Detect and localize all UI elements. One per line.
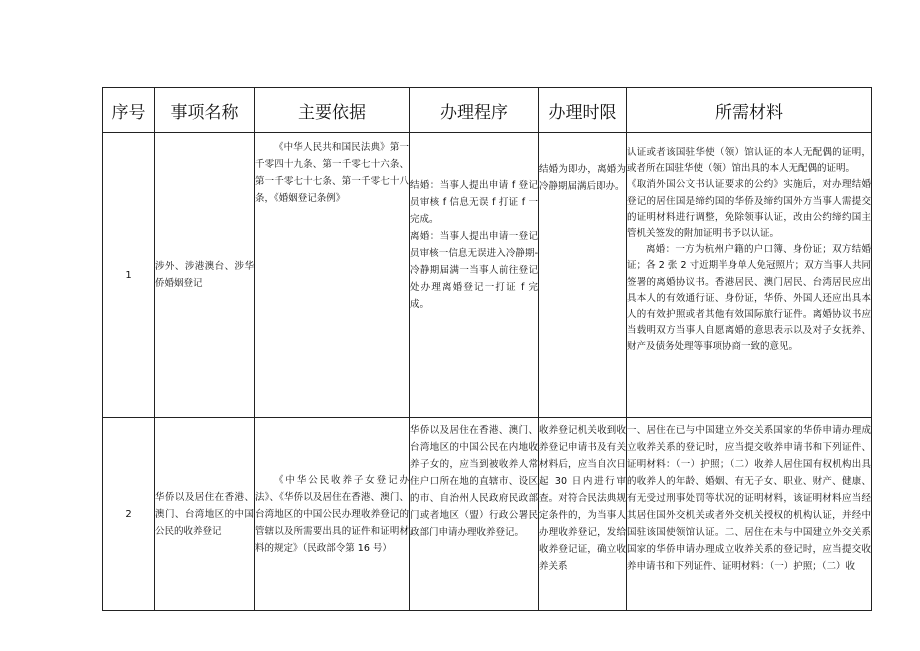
procedure-marriage: 结婚：当事人提出申请 f 登记员审核 f 信息无误 f 打证 f 一完成。	[410, 180, 538, 225]
header-num: 序号	[103, 88, 155, 133]
table-row	[103, 133, 872, 418]
header-row	[103, 88, 872, 133]
row-num: 1	[103, 133, 155, 418]
row-materials: 一、居住在已与中国建立外交关系国家的华侨申请办理成立收养关系的登记时，应当提交收养申请书和下列证件、证明材料：（一）护照；（二）收养人居住国有权机构出具的收养人的年龄、婚姻、有无子女、职业、财产、健康、有无受过刑事处罚等状况的证明材料，该证明材料应当经其居住国外交机关或者外交机关授权的机构认证，并经中国驻该国使领馆认证。二、居住在未与中国建立外交关系国家的华侨申请办理成立收养关系的登记时，应当提交收养申请书和下列证件、证明材料：（一）护照；（二）收	[627, 418, 872, 611]
row-basis: 《中华公民收养子女登记办法》、《华侨以及居住在香港、澳门、台湾地区的中国公民办理收养登记的管辖以及所需要出具的证件和证明材料的规定》（民政部令第 16 号）	[255, 418, 410, 611]
row-num: 2	[103, 418, 155, 611]
materials-para: 离婚：一方为杭州户籍的户口簿、身份证；双方结婚证；各 2 张 2 寸近期半身单人免冠照片；双方当事人共同签署的离婚协议书。香港居民、澳门居民、台湾居民应出具本人的有效通行证、身份证，华侨、外国人还应出具本人的有效护照或者其他有效国际旅行证件。离婚协议书应当载明双方当事人自愿离婚的意思表示以及对子女抚养、财产及债务处理等事项协商一致的意见。	[627, 244, 871, 353]
header-name: 事项名称	[155, 88, 255, 133]
row-time-limit: 结婚为即办，离婚为冷静期届满后即办。	[539, 133, 627, 418]
row-time-limit: 收养登记机关收到收养登记申请书及有关材料后，应当自次日起 30 日内进行审查。对符合民法典规定条件的，为当事人办理收养登记，发给收养登记证，确立收养关系	[539, 418, 627, 611]
row-basis: 《中华人民共和国民法典》第一千零四十九条、第一千零七十六条、第一千零七十七条、第一千零七十八条，《婚姻登记条例》	[255, 133, 410, 418]
procedure-divorce: 离婚：当事人提出申请一登记员审核一信息无误进入冷静期-冷静期届满一当事人前往登记处办理离婚登记一打证 f 完成。	[410, 231, 538, 310]
row-name: 涉外、涉港澳台、涉华侨婚姻登记	[155, 133, 255, 418]
row-procedure: 华侨以及居住在香港、澳门、台湾地区的中国公民在内地收养子女的，应当到被收养人常住户口所在地的直辖市、设区的市、自治州人民政府民政部门或者地区（盟）行政公署民政部门申请办理收养登记。	[410, 418, 539, 611]
matters-table	[102, 87, 872, 611]
table-row	[103, 418, 872, 611]
row-procedure	[410, 133, 539, 418]
header-basis: 主要依据	[255, 88, 410, 133]
header-time-limit: 办理时限	[539, 88, 627, 133]
row-name: 华侨以及居住在香港、澳门、台湾地区的中国公民的收养登记	[155, 418, 255, 611]
materials-para: 认证或者该国驻华使（领）馆认证的本人无配偶的证明，或者所在国驻华使（领）馆出具的本人无配偶的证明。	[627, 147, 871, 175]
header-materials: 所需材料	[627, 88, 872, 133]
row-materials	[627, 133, 872, 418]
materials-para: 《取消外国公文书认证要求的公约》实施后，对办理结婚登记的居住国是缔约国的华侨及缔约国外方当事人需提交的证明材料进行调整，免除领事认证，改由公约缔约国主管机关签发的附加证明书予以认证。	[627, 179, 871, 240]
header-procedure: 办理程序	[410, 88, 539, 133]
